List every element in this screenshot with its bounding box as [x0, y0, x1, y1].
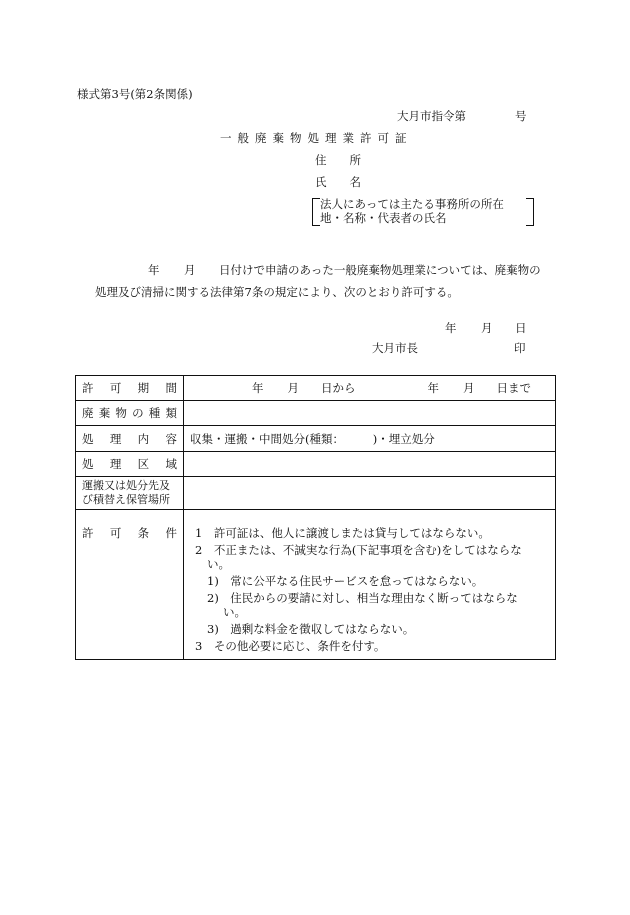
table-row-content [76, 426, 556, 452]
condition-line: 1) 常に公平なる住民サービスを怠ってはならない。 [207, 574, 484, 588]
permit-table [75, 375, 556, 660]
period-to-day: 日まで [496, 381, 531, 395]
area-value-cell [184, 452, 556, 477]
address-label: 住 所 [315, 153, 361, 167]
destination-value-cell [184, 477, 556, 510]
issue-day: 日 [515, 321, 527, 335]
area-label: 処 理 区 域 [82, 457, 177, 471]
period-value-cell [184, 376, 556, 401]
document-title: 一般廃棄物処理業許可証 [220, 131, 413, 145]
corp-note-line1: 法人にあっては主たる事務所の所在 [320, 197, 504, 211]
content-label-cell [76, 426, 184, 452]
period-to-month: 月 [463, 381, 475, 395]
body-month: 月 [184, 263, 196, 277]
condition-line: い。 [223, 605, 246, 619]
area-label-cell [76, 452, 184, 477]
issuer-name: 大月市長 [372, 341, 418, 355]
period-from-month: 月 [287, 381, 299, 395]
waste-type-label: 廃 棄 物 の 種 類 [82, 406, 177, 420]
conditions-label: 許 可 条 件 [82, 526, 177, 540]
destination-label-line2: び積替え保管場所 [82, 493, 170, 506]
table-row-period [76, 376, 556, 401]
issue-month: 月 [481, 321, 493, 335]
table-row-waste-type [76, 401, 556, 426]
form-number: 様式第3号(第2条関係) [77, 87, 193, 101]
body-line1: 日付けで申請のあった一般廃棄物処理業については、廃棄物の [219, 263, 541, 277]
condition-line: 3 その他必要に応じ、条件を付す。 [195, 639, 386, 653]
condition-line: 2) 住民からの要請に対し、相当な理由なく断ってはならな [207, 591, 518, 605]
destination-label-line1: 運搬又は処分先及 [82, 479, 170, 492]
corp-note-line2: 地・名称・代表者の氏名 [320, 211, 447, 225]
condition-line: 1 許可証は、他人に譲渡しまたは貸与してはならない。 [195, 526, 490, 540]
left-bracket [312, 198, 320, 226]
table-row-conditions [76, 510, 556, 660]
content-label: 処 理 内 容 [82, 431, 177, 446]
destination-label-cell [76, 477, 184, 510]
waste-type-value-cell [184, 401, 556, 426]
directive-number-prefix: 大月市指令第 [397, 109, 466, 123]
right-bracket [526, 198, 534, 226]
condition-line: 3) 過剰な料金を徴収してはならない。 [207, 622, 415, 636]
seal-mark: 印 [514, 341, 526, 355]
conditions-value-cell [184, 510, 556, 660]
period-label-cell [76, 376, 184, 401]
content-value: 収集・運搬・中間処分(種類： )・埋立処分 [184, 426, 556, 452]
body-year: 年 [148, 263, 160, 277]
directive-number-suffix: 号 [515, 109, 527, 123]
table-row-destination [76, 477, 556, 510]
period-value [190, 381, 549, 395]
name-label: 氏 名 [315, 175, 361, 189]
condition-line: 2 不正または、不誠実な行為(下記事項を含む)をしてはならな [195, 543, 522, 557]
issue-year: 年 [445, 321, 457, 335]
period-from-day: 日から [321, 381, 356, 395]
body-line2: 処理及び清掃に関する法律第7条の規定により、次のとおり許可する。 [95, 285, 459, 299]
period-to-year: 年 [427, 381, 439, 395]
period-from-year: 年 [252, 381, 264, 395]
condition-line: い。 [207, 557, 230, 571]
conditions-label-cell [76, 510, 184, 660]
waste-type-label-cell [76, 401, 184, 426]
period-label: 許 可 期 間 [82, 381, 177, 395]
table-row-area [76, 452, 556, 477]
